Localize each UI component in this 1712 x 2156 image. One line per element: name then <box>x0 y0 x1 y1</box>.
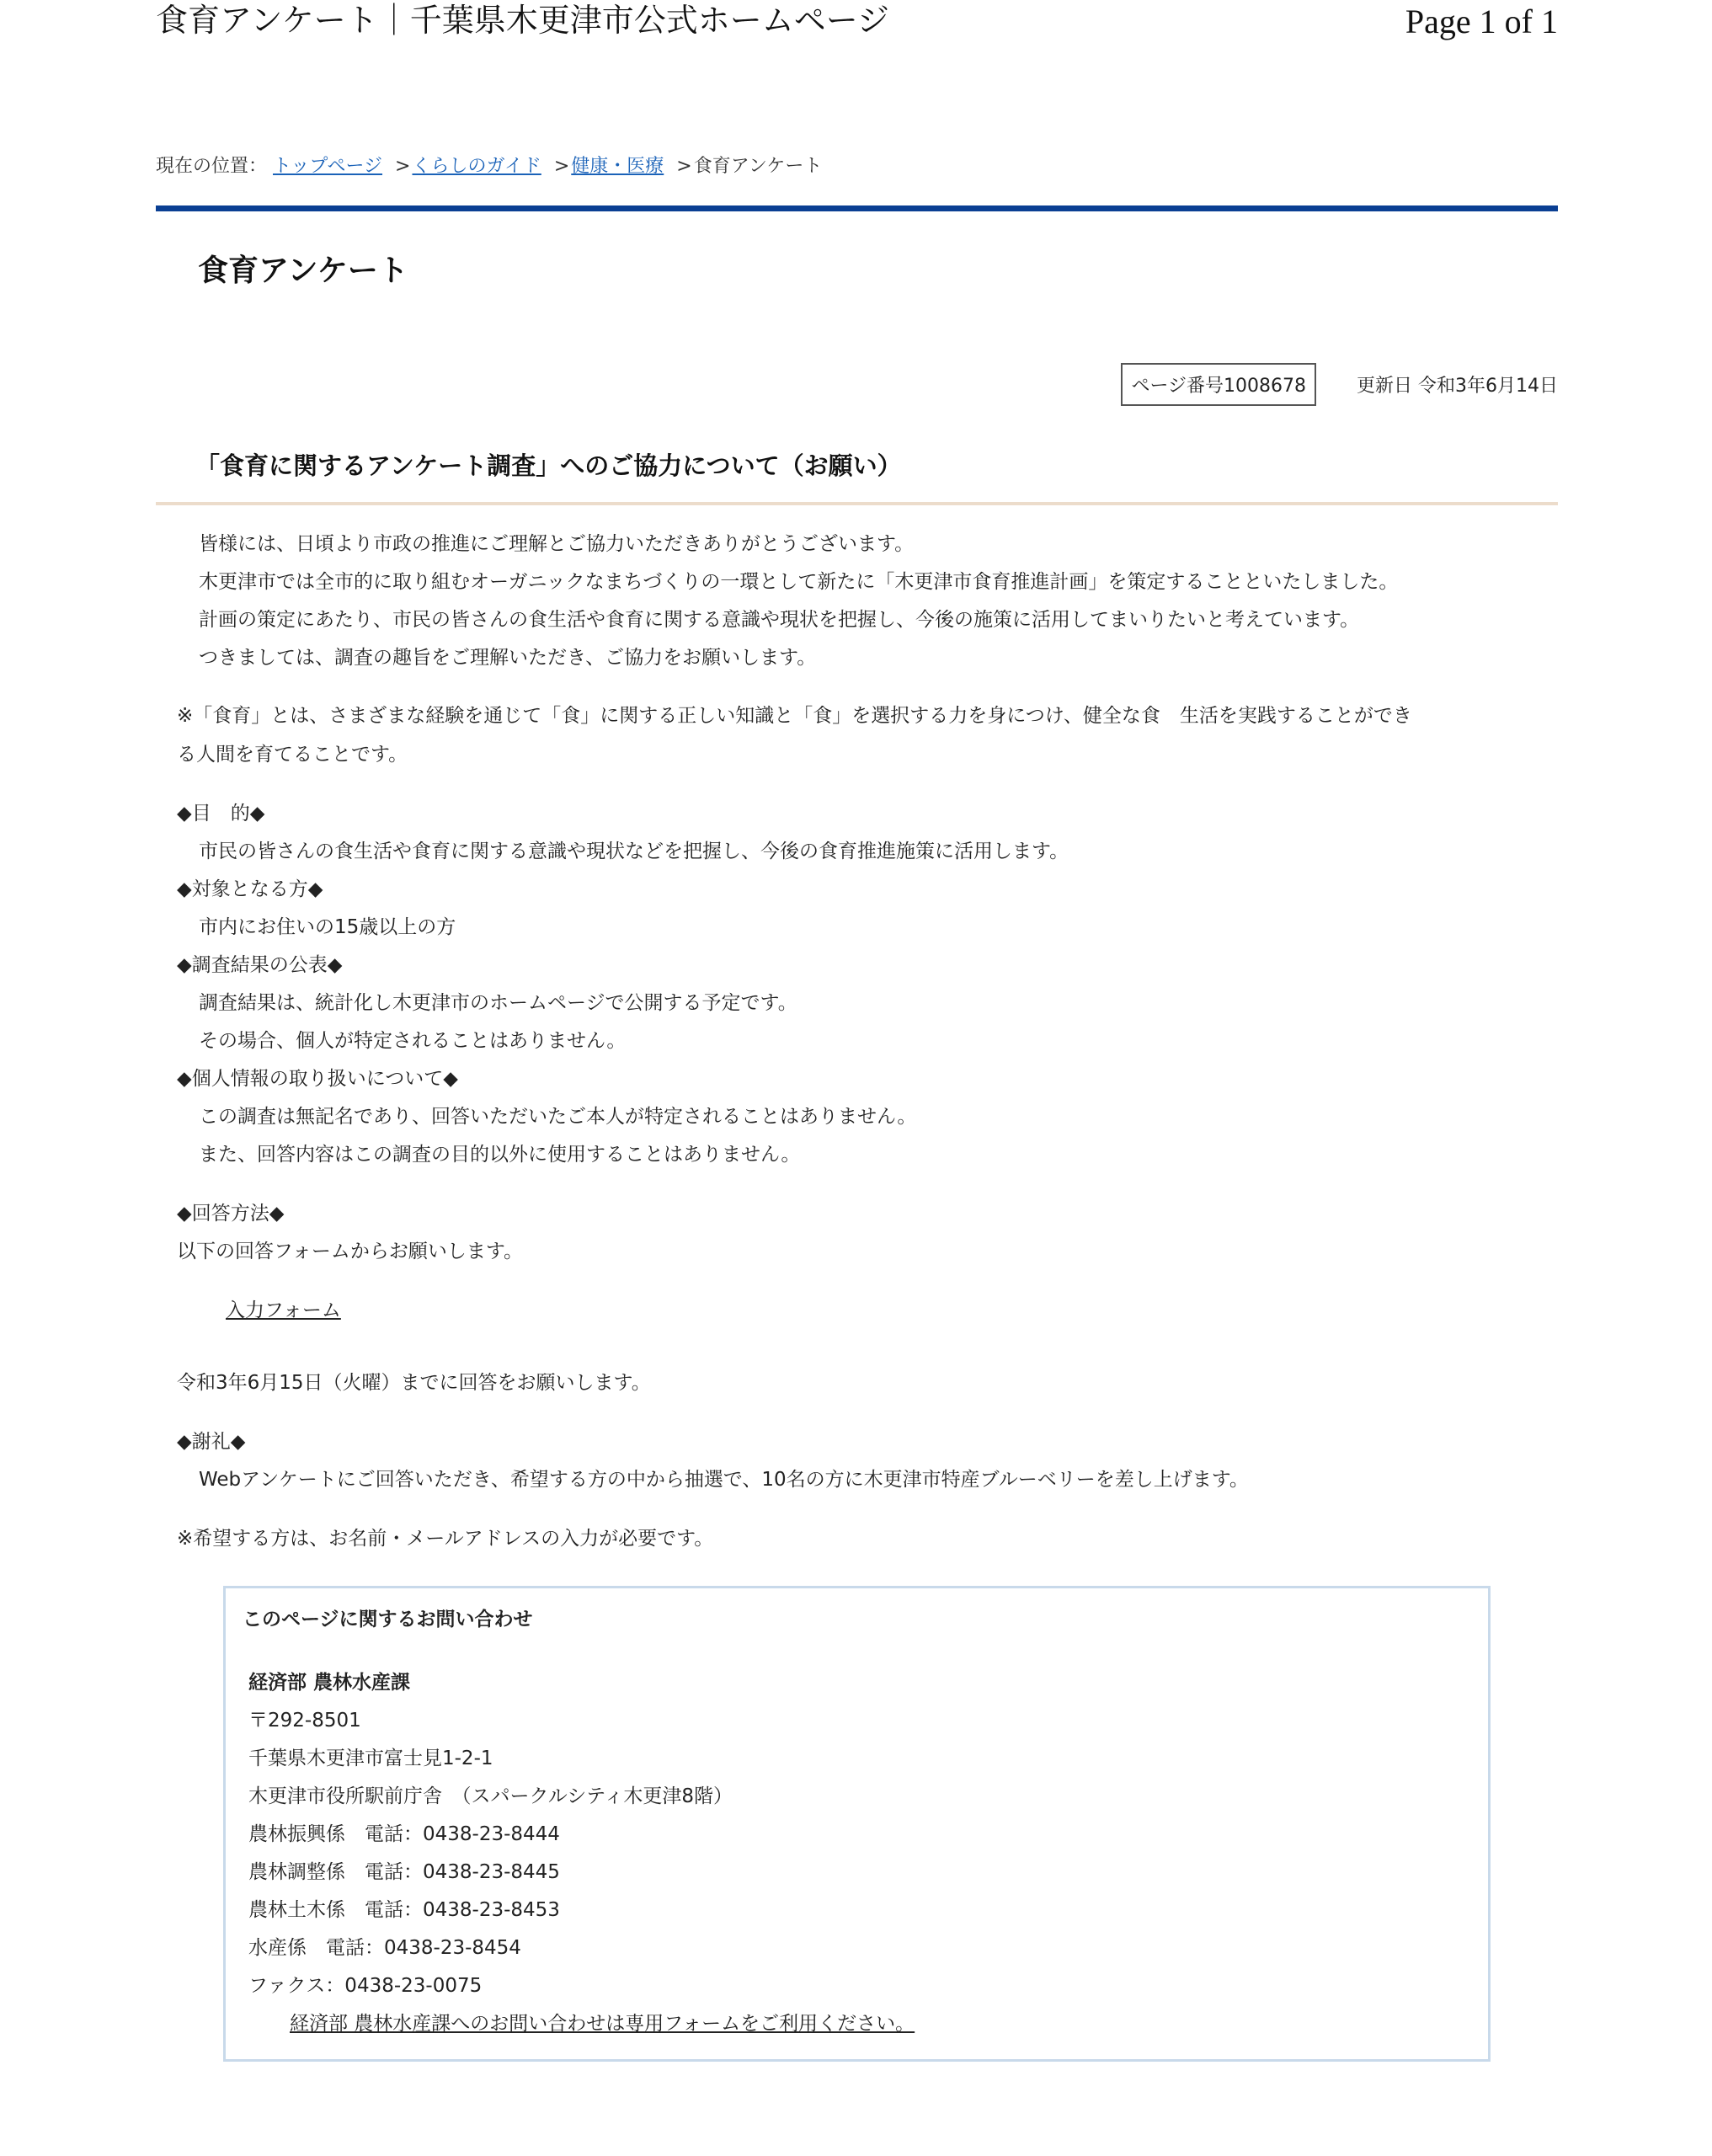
print-header <box>156 0 1558 51</box>
purpose-text: 市民の皆さんの食生活や食育に関する意識や現状などを把握し、今後の食育推進施策に活用します。 <box>199 841 1069 862</box>
page-title: 食育アンケート <box>198 253 408 288</box>
purpose-heading: ◆目 的◆ <box>177 803 265 825</box>
print-title: 食育アンケート｜千葉県木更津市公式ホームページ <box>156 2 889 39</box>
privacy-text: この調査は無記名であり、回答いただいたご本人が特定されることはありません。 <box>199 1106 917 1128</box>
intro-line: つきましては、調査の趣旨をご理解いただき、ご協力をお願いします。 <box>199 647 817 669</box>
breadcrumb-link-health[interactable]: 健康・医療 <box>571 156 664 177</box>
page-meta <box>1121 362 1558 406</box>
breadcrumb-separator: > <box>676 156 692 177</box>
contact-address: 千葉県木更津市富士見1-2-1 <box>248 1748 493 1769</box>
results-text: その場合、個人が特定されることはありません。 <box>199 1030 627 1052</box>
contact-phone: 農林土木係 電話：0438-23-8453 <box>248 1899 560 1921</box>
breadcrumb-separator: > <box>553 156 570 177</box>
intro-line: 木更津市では全市的に取り組むオーガニックなまちづくりの一環として新たに「木更津市食育推進計画」を策定することといたしました。 <box>199 571 1399 593</box>
privacy-heading: ◆個人情報の取り扱いについて◆ <box>177 1068 458 1090</box>
contact-building: 木更津市役所駅前庁舎 （スパークルシティ木更津8階） <box>248 1785 733 1807</box>
contact-phone: 農林振興係 電話：0438-23-8444 <box>248 1823 560 1845</box>
contact-postal: 〒292-8501 <box>248 1710 361 1732</box>
contact-heading: このページに関するお問い合わせ <box>243 1609 533 1630</box>
section-divider <box>156 502 1558 505</box>
contact-phone: 農林調整係 電話：0438-23-8445 <box>248 1861 560 1883</box>
section-heading: 「食育に関するアンケート調査」へのご協力について（お願い） <box>195 451 902 480</box>
contact-form-link[interactable]: 経済部 農林水産課へのお問い合わせは専用フォームをご利用ください。 <box>290 2013 915 2035</box>
deadline-text: 令和3年6月15日（火曜）までに回答をお願いします。 <box>177 1372 651 1394</box>
answer-text: 以下の回答フォームからお願いします。 <box>177 1241 524 1262</box>
intro-line: 計画の策定にあたり、市民の皆さんの食生活や食育に関する意識や現状を把握し、今後の施策に活用してまいりたいと考えています。 <box>199 609 1360 631</box>
thanks-heading: ◆謝礼◆ <box>177 1431 246 1453</box>
intro-line: 皆様には、日頃より市政の推進にご理解とご協力いただきありがとうございます。 <box>199 533 915 555</box>
breadcrumb-separator: > <box>395 156 411 177</box>
breadcrumb-current: 食育アンケート <box>693 156 823 177</box>
page-number-badge: ページ番号1008678 <box>1121 363 1316 406</box>
note-line: ※「食育」とは、さまざまな経験を通じて「食」に関する正しい知識と「食」を選択する力を身につけ、健全な食 生活を実践することができ <box>177 705 1412 727</box>
contact-phone: 水産係 電話：0438-23-8454 <box>248 1937 521 1959</box>
input-form-link[interactable]: 入力フォーム <box>226 1299 341 1321</box>
header-divider <box>156 205 1558 211</box>
results-heading: ◆調査結果の公表◆ <box>177 954 343 976</box>
contact-box <box>223 1586 1491 2062</box>
print-page-number: Page 1 of 1 <box>1405 3 1558 40</box>
privacy-text: また、回答内容はこの調査の目的以外に使用することはありません。 <box>199 1144 801 1166</box>
contact-fax: ファクス：0438-23-0075 <box>248 1975 483 1997</box>
updated-date: 更新日 令和3年6月14日 <box>1357 375 1558 397</box>
contact-department: 経済部 農林水産課 <box>248 1672 411 1694</box>
breadcrumb <box>156 152 822 182</box>
target-text: 市内にお住いの15歳以上の方 <box>199 916 456 938</box>
thanks-text: Webアンケートにご回答いただき、希望する方の中から抽選で、10名の方に木更津市特産ブルーベリーを差し上げます。 <box>199 1469 1249 1491</box>
target-heading: ◆対象となる方◆ <box>177 878 323 900</box>
breadcrumb-label: 現在の位置： <box>156 156 268 177</box>
breadcrumb-link-guide[interactable]: くらしのガイド <box>412 156 541 177</box>
note-line: る人間を育てることです。 <box>177 744 408 766</box>
thanks-note: ※希望する方は、お名前・メールアドレスの入力が必要です。 <box>177 1528 714 1550</box>
answer-heading: ◆回答方法◆ <box>177 1203 285 1225</box>
breadcrumb-link-top[interactable]: トップページ <box>273 156 383 177</box>
results-text: 調査結果は、統計化し木更津市のホームページで公開する予定です。 <box>199 992 797 1014</box>
